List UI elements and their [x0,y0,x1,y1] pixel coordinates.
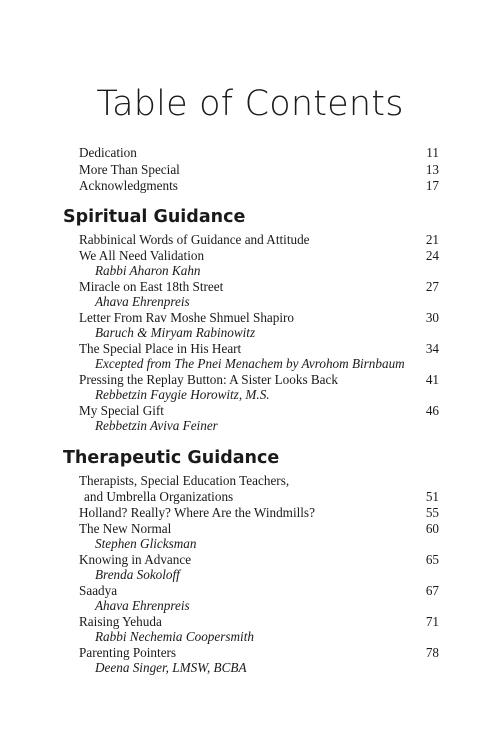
entry-page: 60 [425,521,439,536]
entry-title: Rabbinical Words of Guidance and Attitude [79,232,310,247]
entry-page: 27 [425,279,439,294]
entry-author: Rabbi Nechemia Coopersmith [95,629,254,644]
entry-page: 55 [425,505,439,520]
toc-entry[interactable] [79,552,439,568]
entry-title: Saadya [79,583,118,598]
toc-entry[interactable] [79,248,439,264]
entry-page: 67 [425,583,439,598]
toc-entry[interactable] [79,232,439,248]
entry-page: 13 [425,162,439,177]
toc-entry[interactable] [79,583,439,599]
entry-title: Raising Yehuda [79,614,162,629]
entry-page: 65 [425,552,439,567]
toc-entry[interactable] [79,505,439,521]
entry-title: Dedication [79,145,137,160]
entry-title: Pressing the Replay Button: A Sister Looks Back [79,372,338,387]
entry-title: The New Normal [79,521,172,536]
toc-entry-continued[interactable] [84,489,439,505]
entry-page: 21 [425,232,439,247]
entry-page: 24 [425,248,439,263]
entry-author: Ahava Ehrenpreis [95,294,190,309]
entry-title: Therapists, Special Education Teachers, [79,473,290,488]
toc-entry[interactable] [79,473,439,489]
toc-entry[interactable] [79,403,439,419]
entry-page: 41 [425,372,439,387]
toc-entry[interactable] [79,341,439,357]
toc-entry-acknowledgments[interactable] [79,178,439,194]
entry-page: 78 [425,645,439,660]
entry-page: 46 [425,403,439,418]
toc-entry[interactable] [79,645,439,661]
entry-title: Miracle on East 18th Street [79,279,224,294]
toc-entry[interactable] [79,614,439,630]
entry-title: Letter From Rav Moshe Shmuel Shapiro [79,310,295,325]
entry-title: More Than Special [79,162,180,177]
entry-title: Parenting Pointers [79,645,177,660]
toc-entry[interactable] [79,310,439,326]
entry-author: Deena Singer, LMSW, BCBA [95,660,247,675]
entry-author: Brenda Sokoloff [95,567,180,582]
toc-entry-dedication[interactable] [79,145,439,161]
entry-author: Rebbetzin Aviva Feiner [95,418,218,433]
entry-page: 51 [425,489,439,504]
entry-title: Knowing in Advance [79,552,192,567]
entry-author: Baruch & Miryam Rabinowitz [95,325,256,340]
entry-title: My Special Gift [79,403,164,418]
entry-title: We All Need Validation [79,248,205,263]
section-heading-spiritual: Spiritual Guidance [63,207,246,227]
entry-author: Rebbetzin Faygie Horowitz, M.S. [95,387,270,402]
toc-entry[interactable] [79,372,439,388]
entry-page: 30 [425,310,439,325]
entry-title: Acknowledgments [79,178,178,193]
entry-author: Excepted from The Pnei Menachem by Avrohom Birnbaum [95,356,405,371]
entry-author: Rabbi Aharon Kahn [95,263,201,278]
entry-page: 11 [426,145,439,160]
toc-entry[interactable] [79,521,439,537]
toc-entry[interactable] [79,279,439,295]
entry-author: Ahava Ehrenpreis [95,598,190,613]
entry-page: 34 [425,341,439,356]
section-heading-therapeutic: Therapeutic Guidance [63,448,280,468]
entry-page: 17 [425,178,439,193]
toc-entry-more-than-special[interactable] [79,162,439,178]
entry-page: 71 [425,614,439,629]
page-title: Table of Contents [96,84,404,124]
entry-author: Stephen Glicksman [95,536,197,551]
entry-title-continued: and Umbrella Organizations [84,489,234,504]
entry-title: The Special Place in His Heart [79,341,242,356]
entry-title: Holland? Really? Where Are the Windmills? [79,505,315,520]
